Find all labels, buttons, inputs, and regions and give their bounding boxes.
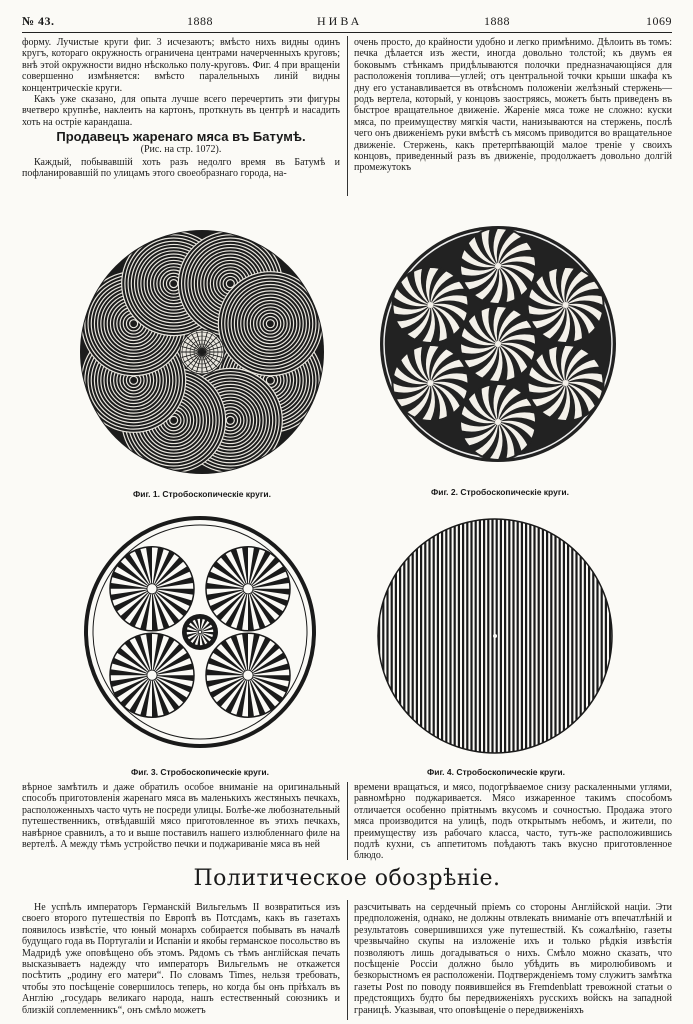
paragraph: времени вращаться, и мясо, подогрѣваемое снизу раскаленными углями, равномѣрно поджаривается. Мясо изжаренное такимъ способомъ отличается особенно пріятнымъ вкусомъ и сочностью. Продажа этого мяса производится на улицѣ, подъ открытымъ небомъ, и жители, по преимуществу изъ рабочаго класса, часто, тутъ-же расположившись подлѣ кухни, съ аппетитомъ поѣдаютъ такъ вкусно приготовленное блюдо. bbox=[354, 782, 672, 862]
header-rule bbox=[22, 32, 672, 33]
paragraph: вѣрное замѣтилъ и даже обратилъ особое вниманіе на оригинальный способъ приготовленія жаренаго мяса въ маленькихъ жестяныхъ печкахъ, расположенныхъ часто чуть не посреди улицы. Болѣе-же любознательный путешественникъ, отвѣдавшій мясо приготовленное въ этихъ печкахъ, навѣрное сравнилъ, а то и выше поставилъ нашего излюбленнаго филе на вертелѣ. А между тѣмъ устройство печки и поджариваніе мяса въ ней bbox=[22, 782, 340, 851]
column-divider bbox=[347, 36, 348, 196]
paragraph: разсчитывать на сердечный пріемъ со стороны Англійской націи. Эти предположенія, однако, не должны отвлекать вниманіе отъ впечатлѣній и результатовъ совершившихся уже путешествій. Къ сожалѣнію, газеты чрезвычайно скупы на изложеніе ихъ и только рѣдкія извѣстія позволяютъ лишь догадываться о нихъ. Смѣло можно сказать, что посѣщеніе Россіи должно было убѣдить въ миролюбивомъ и безкорыстномъ ея расположеніи. Подтвержденіемъ тому служитъ замѣтка газеты Post по поводу появившейся въ Fremdenblatt тревожной статьи о предстоящихъ будто бы передвиженіяхъ русскихъ войскъ на западной границѣ. Указывая, что оповѣщеніе о передвиженіяхъ bbox=[354, 902, 672, 1016]
figure-3-caption: Фиг. 3. Стробоскопическіе круги. bbox=[131, 767, 269, 777]
paragraph: Какъ уже сказано, для опыта лучше всего перечертить эти фигуры вчетверо крупнѣе, наклеить на картонъ, проткнуть въ центрѣ и насадить хоть на острiе карандаша. bbox=[22, 94, 340, 128]
issue-number: № 43. bbox=[22, 14, 55, 28]
figure-4-caption: Фиг. 4. Стробоскопическіе круги. bbox=[427, 767, 565, 777]
figure-1-stroboscopic-circles bbox=[78, 228, 326, 476]
year-right: 1888 bbox=[484, 14, 510, 28]
page-header bbox=[22, 10, 672, 32]
paragraph: форму. Лучистые круги фиг. 3 исчезаютъ; вмѣсто нихъ видны одинъ кругъ, котораго окружность ограничена центрами начерченныхъ круговъ; внѣ этой окружности видно нѣсколько полу-круговъ. Фиг. 4 при вращеніи совершенно измѣняется: вмѣсто паралельныхъ линій видны концентрическіе круги. bbox=[22, 37, 340, 94]
page-number: 1069 bbox=[646, 14, 672, 28]
column-divider bbox=[347, 782, 348, 860]
figure-1-caption: Фиг. 1. Стробоскопическіе круги. bbox=[133, 489, 271, 499]
section-title: Политическое обозрѣніе. bbox=[193, 866, 501, 891]
middle-right-column bbox=[354, 782, 672, 862]
article-heading: Продавецъ жаренаго мяса въ Батумѣ. bbox=[56, 129, 306, 145]
bottom-left-column bbox=[22, 902, 340, 1016]
paragraph: очень просто, до крайности удобно и легко примѣнимо. Дѣлоить въ томъ: печка дѣлается изъ жести, иногда довольно толстой; къ двумъ ея боковымъ стѣнкамъ придѣлываются полочки предназначающіяся для расположенія топлива—углей; отъ центральной точки крыши шкафа къ дну его устанавливается въ отвѣсномъ положеніи желѣзный стержень—родъ вертела, который, у концовъ заостряясь, можетъ быть приведенъ въ быстрое вращательное движеніе. Жареніе мяса тоже не сложно: куски мяса, по преимуществу мягкія части, нанизываются на стержень, послѣ чего онъ движеніемъ руки вмѣстѣ съ мясомъ приводится во вращательное движеніе. Стержень, какъ претерпѣвающій малое треніе у своихъ концовъ, приведенный разъ въ движеніе, продолжаетъ довольно долгій промежутокъ bbox=[354, 37, 672, 174]
year-left: 1888 bbox=[187, 14, 213, 28]
top-left-column bbox=[22, 37, 340, 180]
figure-2-stroboscopic-circles bbox=[378, 224, 618, 464]
figure-3-stroboscopic-circles bbox=[84, 516, 316, 748]
paragraph: Не успѣлъ императоръ Германскій Вильгельмъ II возвратиться изъ своего второго путешествія по Европѣ въ Потсдамъ, какъ въ газетахъ появилось извѣстіе, что юный монархъ собирается побывать въ началѣ будущаго года въ Португаліи и Испаніи и якобы германское посольство въ Мадридѣ уже оповѣщено объ этомъ. Рядомъ съ тѣмъ англійская печать высказываетъ надежду что императоръ Вильгельмъ не откажется посѣтить „родину его матери“. По словамъ Times, нельзя требовать, чтобы это посѣщеніе совершилось теперь, но когда бы онъ пріѣхалъ въ Англію „государь великаго народа, нашъ естественный союзникъ и близкій соплеменникъ“, онъ смѣло можетъ bbox=[22, 902, 340, 1016]
paragraph: Каждый, побывавшій хоть разъ недолго время въ Батумѣ и пофланировавшій по улицамъ этого своеобразнаго города, на- bbox=[22, 157, 340, 180]
figure-4-stroboscopic-circles bbox=[377, 518, 613, 754]
journal-title: НИВА bbox=[317, 14, 363, 28]
middle-left-column bbox=[22, 782, 340, 850]
bottom-right-column bbox=[354, 902, 672, 1016]
article-subheading: (Рис. на стр. 1072). bbox=[140, 143, 222, 155]
figure-2-caption: Фиг. 2. Стробоскопическіе круги. bbox=[431, 487, 569, 497]
column-divider bbox=[347, 900, 348, 1020]
top-right-column bbox=[354, 37, 672, 174]
